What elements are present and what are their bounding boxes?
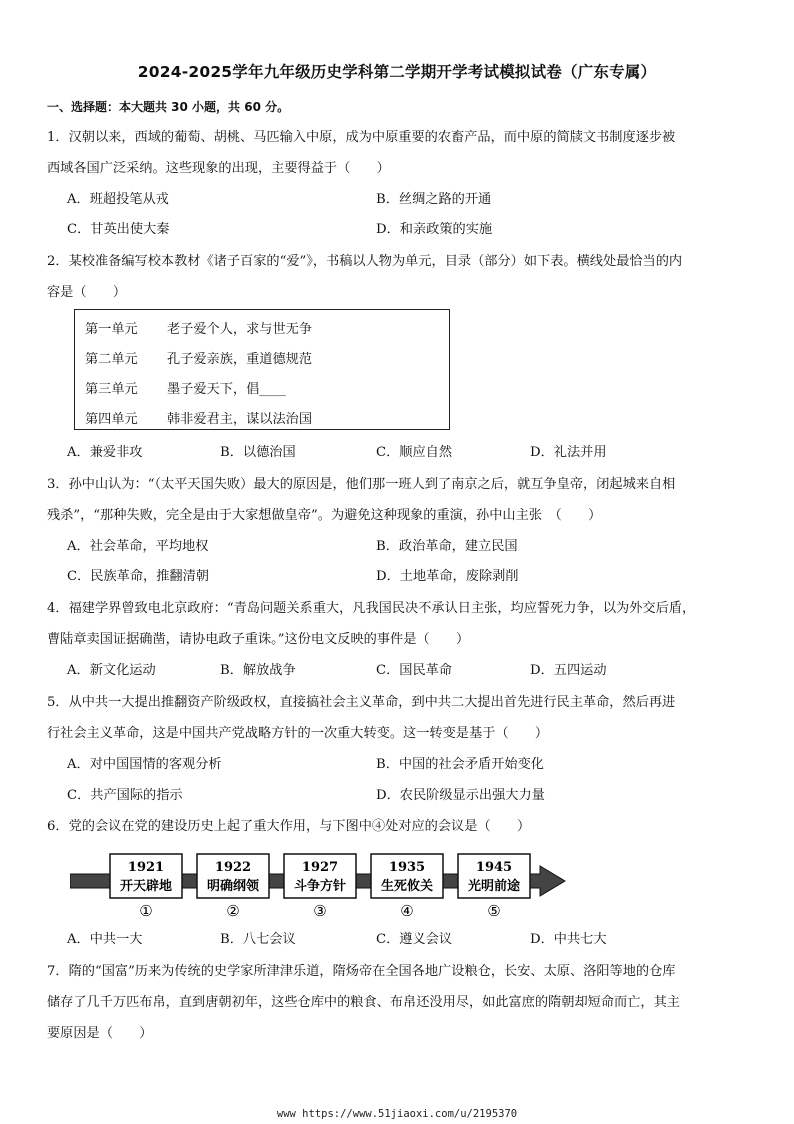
timeline-number: ⑤ — [487, 902, 501, 920]
q5-option-c: C．共产国际的指示 — [67, 788, 183, 803]
unit-text: 老子爱个人，求与世无争 — [167, 322, 313, 337]
timeline-label: 生死攸关 — [380, 879, 434, 894]
q5-line-1: 5．从中共一大提出推翻资产阶级政权，直接搞社会主义革命，到中共二大提出首先进行民主革命，然后再进 — [47, 695, 676, 710]
footer-url: www https://www.51jiaoxi.com/u/2195370 — [276, 1108, 518, 1120]
q2-unit-row — [85, 408, 312, 427]
q5-option-d: D．农民阶级显示出强大力量 — [376, 788, 545, 803]
q2-unit-row — [85, 318, 312, 337]
timeline-number: ① — [139, 902, 153, 920]
q4-option-c: C．国民革命 — [376, 663, 453, 678]
timeline-label: 光明前途 — [467, 879, 521, 894]
q1-option-b: B．丝绸之路的开通 — [376, 192, 492, 207]
q2-table-of-contents — [74, 309, 450, 430]
q2-option-d: D．礼法并用 — [530, 445, 607, 460]
q2-option-c: C．顺应自然 — [376, 445, 453, 460]
q6-option-a: A．中共一大 — [67, 932, 143, 947]
q2-line-2: 容是（ ） — [47, 285, 127, 300]
timeline-year: 1927 — [301, 860, 339, 875]
q4-line-2: 曹陆章卖国证据确凿，请协电政子重诛。”这份电文反映的事件是（ ） — [47, 632, 470, 647]
timeline-number: ③ — [313, 902, 327, 920]
timeline-year: 1945 — [475, 860, 513, 875]
timeline-label: 开天辟地 — [119, 879, 173, 894]
q6-timeline-diagram — [70, 850, 570, 920]
unit-name: 第四单元 — [85, 412, 138, 427]
timeline-label: 明确纲领 — [206, 879, 260, 894]
q3-option-d: D．土地革命，废除剥削 — [376, 569, 519, 584]
q2-line-1: 2．某校准备编写校本教材《诸子百家的“爱”》，书稿以人物为单元，目录（部分）如下表。横线处最恰当的内 — [47, 254, 683, 269]
unit-text: 孔子爱亲族，重道德规范 — [167, 352, 313, 367]
q1-option-d: D．和亲政策的实施 — [376, 222, 493, 237]
q4-line-1: 4．福建学界曾致电北京政府：“青岛问题关系重大，凡我国民决不承认日主张，均应誓死力争，以为外交后盾， — [47, 601, 696, 616]
unit-text: 韩非爱君主，谋以法治国 — [167, 412, 313, 427]
timeline-year: 1922 — [214, 860, 252, 875]
q3-line-2: 残杀”，“那种失败，完全是由于大家想做皇帝”。为避免这种现象的重演，孙中山主张 （ ） — [47, 508, 602, 523]
q4-option-d: D．五四运动 — [530, 663, 607, 678]
q7-line-2: 储存了几千万匹布帛，直到唐朝初年，这些仓库中的粮食、布帛还没用尽，如此富庶的隋朝却短命而亡，其主 — [47, 995, 680, 1010]
timeline-year: 1935 — [388, 860, 426, 875]
unit-text: 墨子爱天下，倡____ — [167, 382, 286, 397]
q1-option-c: C．甘英出使大秦 — [67, 222, 170, 237]
q3-option-b: B．政治革命，建立民国 — [376, 539, 518, 554]
timeline-year: 1921 — [127, 860, 165, 875]
q4-option-a: A．新文化运动 — [67, 663, 156, 678]
timeline-label: 斗争方针 — [293, 879, 347, 894]
q1-line-2: 西域各国广泛采纳。这些现象的出现，主要得益于（ ） — [47, 161, 390, 176]
q4-option-b: B．解放战争 — [220, 663, 296, 678]
section-heading: 一、选择题：本大题共 30 小题，共 60 分。 — [47, 100, 290, 114]
q2-unit-row — [85, 348, 312, 367]
q3-line-1: 3．孙中山认为：“（太平天国失败）最大的原因是，他们那一班人到了南京之后，就互争皇帝，闭起城来自相 — [47, 477, 676, 492]
q6-line-1: 6．党的会议在党的建设历史上起了重大作用，与下图中④处对应的会议是（ ） — [47, 819, 531, 834]
q7-line-1: 7．隋的“国富”历来为传统的史学家所津津乐道，隋炀帝在全国各地广设粮仓，长安、太原、洛阳等地的仓库 — [47, 964, 676, 979]
q1-option-a: A．班超投笔从戎 — [67, 192, 169, 207]
timeline-number: ④ — [400, 902, 414, 920]
unit-name: 第二单元 — [85, 352, 138, 367]
q1-line-1: 1．汉朝以来，西域的葡萄、胡桃、马匹输入中原，成为中原重要的农畜产品，而中原的简牍文书制度逐步被 — [47, 130, 676, 145]
q3-option-a: A．社会革命，平均地权 — [67, 539, 209, 554]
q6-option-d: D．中共七大 — [530, 932, 607, 947]
unit-name: 第三单元 — [85, 382, 138, 397]
q5-line-2: 行社会主义革命，这是中国共产党战略方针的一次重大转变。这一转变是基于（ ） — [47, 726, 549, 741]
q5-option-b: B．中国的社会矛盾开始变化 — [376, 757, 544, 772]
q3-option-c: C．民族革命，推翻清朝 — [67, 569, 209, 584]
q2-option-b: B．以德治国 — [220, 445, 296, 460]
q5-option-a: A．对中国国情的客观分析 — [67, 757, 222, 772]
timeline-number: ② — [226, 902, 240, 920]
q6-option-c: C．遵义会议 — [376, 932, 453, 947]
page-title: 2024-2025学年九年级历史学科第二学期开学考试模拟试卷（广东专属） — [137, 63, 657, 81]
q2-option-a: A．兼爱非攻 — [67, 445, 143, 460]
q6-option-b: B．八七会议 — [220, 932, 296, 947]
q2-unit-row — [85, 378, 286, 397]
q7-line-3: 要原因是（ ） — [47, 1026, 153, 1041]
unit-name: 第一单元 — [85, 322, 138, 337]
